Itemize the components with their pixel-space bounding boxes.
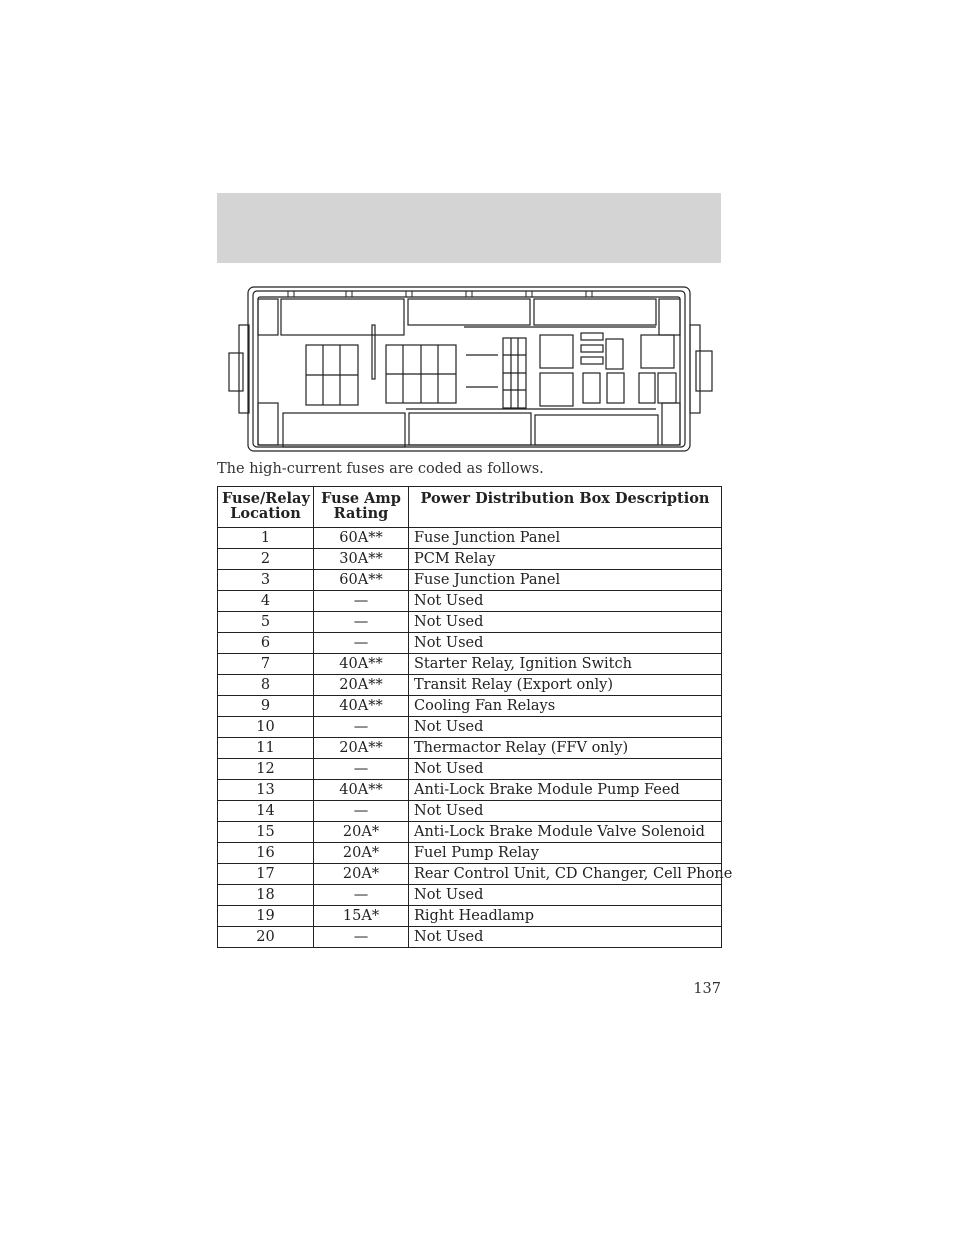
description-cell: PCM Relay (409, 549, 722, 570)
rating-cell: 40A** (314, 780, 409, 801)
location-cell: 8 (218, 675, 314, 696)
location-cell: 11 (218, 738, 314, 759)
page-number: 137 (693, 981, 721, 997)
table-row (218, 591, 722, 612)
rating-cell: — (314, 591, 409, 612)
rating-cell: 15A* (314, 906, 409, 927)
rating-cell: — (314, 759, 409, 780)
description-cell: Fuel Pump Relay (409, 843, 722, 864)
rating-cell: 40A** (314, 696, 409, 717)
location-cell: 20 (218, 927, 314, 948)
fuse-table (217, 486, 733, 948)
rating-cell: 20A* (314, 864, 409, 885)
rating-cell: — (314, 801, 409, 822)
description-cell: Transit Relay (Export only) (409, 675, 722, 696)
table-row (218, 801, 722, 822)
location-cell: 17 (218, 864, 314, 885)
rating-cell: 20A** (314, 738, 409, 759)
location-cell: 19 (218, 906, 314, 927)
location-cell: 15 (218, 822, 314, 843)
table-row (218, 528, 722, 549)
description-cell: Anti-Lock Brake Module Valve Solenoid (409, 822, 722, 843)
location-cell: 13 (218, 780, 314, 801)
location-cell: 6 (218, 633, 314, 654)
location-cell: 3 (218, 570, 314, 591)
rating-cell: 20A** (314, 675, 409, 696)
description-cell: Thermactor Relay (FFV only) (409, 738, 722, 759)
description-cell: Right Headlamp (409, 906, 722, 927)
rating-cell: 20A* (314, 843, 409, 864)
rating-cell: — (314, 927, 409, 948)
rating-cell: — (314, 633, 409, 654)
description-cell: Not Used (409, 633, 722, 654)
table-row (218, 759, 722, 780)
location-cell: 2 (218, 549, 314, 570)
table-row (218, 906, 722, 927)
rating-cell: 20A* (314, 822, 409, 843)
location-cell: 1 (218, 528, 314, 549)
location-cell: 9 (218, 696, 314, 717)
location-cell: 12 (218, 759, 314, 780)
location-cell: 14 (218, 801, 314, 822)
description-cell: Anti-Lock Brake Module Pump Feed (409, 780, 722, 801)
rating-cell: 40A** (314, 654, 409, 675)
table-row (218, 843, 722, 864)
location-cell: 16 (218, 843, 314, 864)
description-cell: Not Used (409, 801, 722, 822)
table-row (218, 885, 722, 906)
location-cell: 7 (218, 654, 314, 675)
table-row (218, 570, 722, 591)
rating-cell: — (314, 717, 409, 738)
fuse-table-body (218, 528, 733, 948)
rating-cell: 60A** (314, 528, 409, 549)
description-cell: Fuse Junction Panel (409, 528, 722, 549)
rating-cell: — (314, 612, 409, 633)
description-cell: Starter Relay, Ignition Switch (409, 654, 722, 675)
table-header-row (218, 487, 722, 528)
header-rating: Fuse Amp Rating (314, 487, 409, 528)
table-row (218, 633, 722, 654)
description-cell: Cooling Fan Relays (409, 696, 722, 717)
description-cell: Rear Control Unit, CD Changer, Cell Phone (409, 864, 722, 885)
description-cell: Fuse Junction Panel (409, 570, 722, 591)
table-row (218, 738, 722, 759)
table-row (218, 822, 722, 843)
header-location: Fuse/Relay Location (218, 487, 314, 528)
location-cell: 5 (218, 612, 314, 633)
rating-cell: 30A** (314, 549, 409, 570)
table-row (218, 654, 722, 675)
power-distribution-box-diagram (226, 285, 720, 455)
table-row (218, 549, 722, 570)
table-row (218, 864, 722, 885)
section-header-band (217, 193, 721, 263)
description-cell: Not Used (409, 759, 722, 780)
table-row (218, 612, 722, 633)
table-row (218, 675, 722, 696)
rating-cell: 60A** (314, 570, 409, 591)
table-row (218, 927, 722, 948)
header-description: Power Distribution Box Description (409, 487, 722, 528)
intro-text: The high-current fuses are coded as follows. (217, 461, 544, 477)
rating-cell: — (314, 885, 409, 906)
description-cell: Not Used (409, 591, 722, 612)
table-row (218, 780, 722, 801)
location-cell: 10 (218, 717, 314, 738)
description-cell: Not Used (409, 612, 722, 633)
location-cell: 4 (218, 591, 314, 612)
table-row (218, 696, 722, 717)
description-cell: Not Used (409, 885, 722, 906)
description-cell: Not Used (409, 927, 722, 948)
description-cell: Not Used (409, 717, 722, 738)
table-row (218, 717, 722, 738)
location-cell: 18 (218, 885, 314, 906)
